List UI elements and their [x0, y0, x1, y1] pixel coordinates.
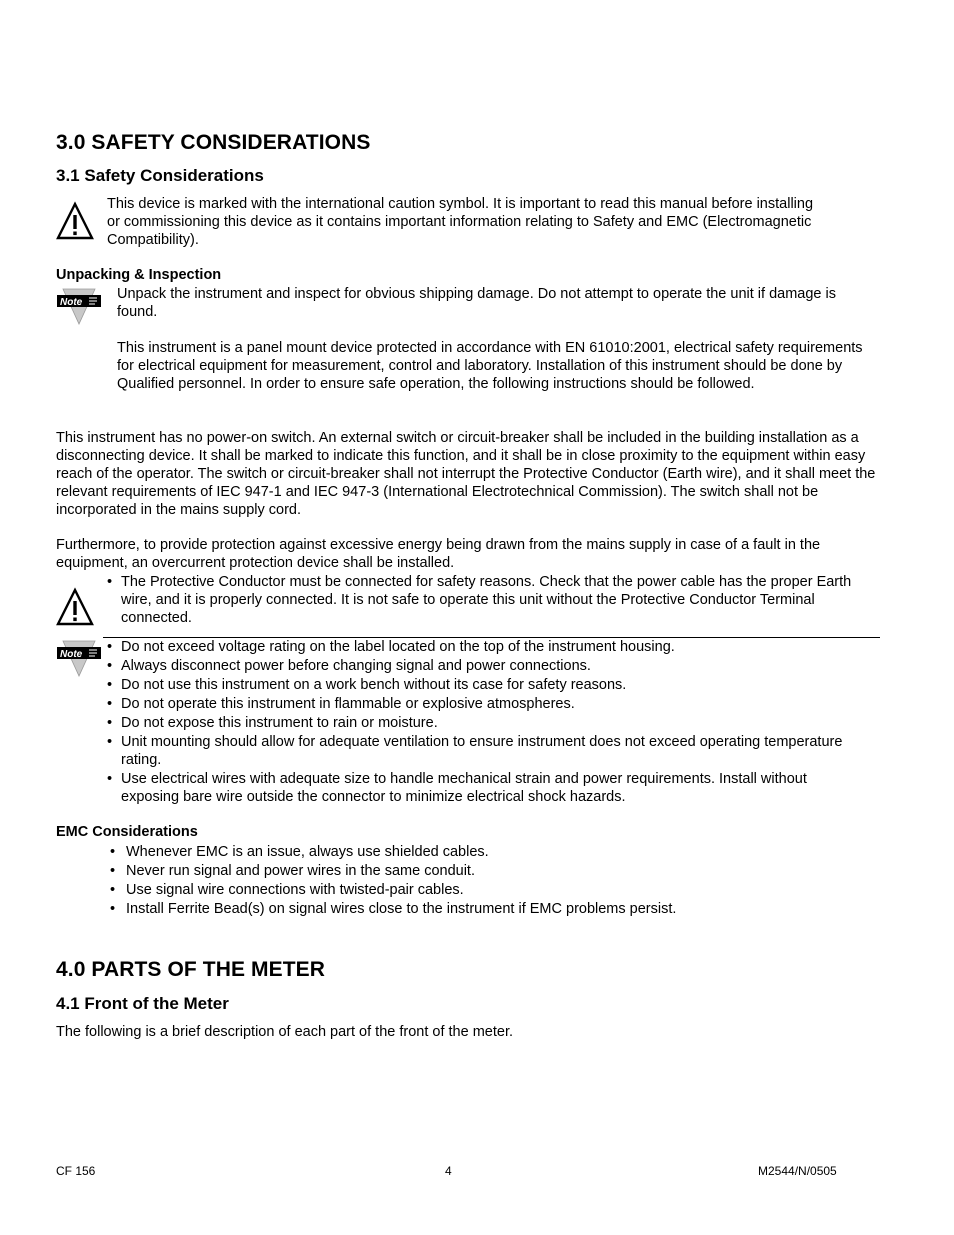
caution-icon [56, 201, 94, 246]
section-heading-parts: 4.0 PARTS OF THE METER [56, 958, 326, 981]
power-switch-text: This instrument has no power-on switch. An external switch or circuit-breaker shall be included in the building installation as a disconnecting device. It shall be marked to indicate this function, and it shall be in close proximity to the equipment within easy reach of the operator. The switch or circuit-breaker shall not interrupt the Protective Conductor (Earth wire), and it shall meet the relevant requirements of IEC 947-1 and IEC 947-3 (International Electrotechnical Commission). The switch shall not be incorporated in the mains supply cord. [56, 430, 876, 518]
caution-icon [56, 587, 94, 632]
note-icon-label: Note [60, 649, 83, 660]
list-item: • Never run signal and power wires in the same conduit. [107, 862, 867, 880]
unpacking-text: Unpack the instrument and inspect for obvious shipping damage. Do not attempt to operate the unit if damage is found. [117, 286, 836, 320]
list-item: • Do not expose this instrument to rain or moisture. [107, 714, 867, 732]
overcurrent-text: Furthermore, to provide protection against excessive energy being drawn from the mains supply in case of a fault in the equipment, an overcurrent protection device shall be installed. [56, 537, 821, 571]
protective-conductor-bullet: • The Protective Conductor must be connected for safety reasons. Check that the power cable has the proper Earth wire, and it is properly connected. It is not safe to operate this unit without the Protective Conductor Terminal connected. [107, 573, 867, 627]
note-icon-label: Note [60, 297, 83, 308]
caution-text: This device is marked with the international caution symbol. It is important to read this manual before installing or commissioning this device as it contains important information relating to Safety and EMC (Electromagnetic Compatibility). [107, 196, 814, 248]
safety-note-list [107, 638, 867, 807]
note-icon [56, 638, 102, 683]
list-item: • Use signal wire connections with twisted-pair cables. [107, 881, 867, 899]
list-item: • Whenever EMC is an issue, always use shielded cables. [107, 843, 867, 861]
list-item: • Do not use this instrument on a work bench without its case for safety reasons. [107, 676, 867, 694]
note-icon [56, 286, 102, 331]
emc-list [107, 843, 867, 919]
list-item: • Use electrical wires with adequate size to handle mechanical strain and power requirements. Install without exposing bare wire outside the connector to minimize electrical shock hazards. [107, 770, 867, 806]
list-item: • Install Ferrite Bead(s) on signal wires close to the instrument if EMC problems persist. [107, 900, 867, 918]
emc-heading: EMC Considerations [56, 824, 198, 840]
unpacking-heading: Unpacking & Inspection [56, 267, 222, 283]
subsection-heading-front: 4.1 Front of the Meter [56, 994, 229, 1013]
footer-model: CF 156 [56, 1164, 96, 1178]
list-item: • Do not operate this instrument in flammable or explosive atmospheres. [107, 695, 867, 713]
list-item: • Unit mounting should allow for adequate ventilation to ensure instrument does not exceed operating temperature rating. [107, 733, 867, 769]
front-intro-text: The following is a brief description of each part of the front of the meter. [56, 1024, 513, 1040]
section-heading-safety: 3.0 SAFETY CONSIDERATIONS [56, 131, 371, 154]
page-number: 4 [445, 1164, 452, 1178]
subsection-heading-safety: 3.1 Safety Considerations [56, 166, 264, 185]
list-item: • Do not exceed voltage rating on the label located on the top of the instrument housing. [107, 638, 867, 656]
list-item: • Always disconnect power before changing signal and power connections. [107, 657, 867, 675]
panel-mount-text: This instrument is a panel mount device protected in accordance with EN 61010:2001, electrical safety requirements for electrical equipment for measurement, control and laboratory. Installation of this instrument should be done by Qualified personnel. In order to ensure safe operation, the following instructions should be followed. [117, 340, 863, 392]
footer-doc-id: M2544/N/0505 [758, 1164, 837, 1178]
